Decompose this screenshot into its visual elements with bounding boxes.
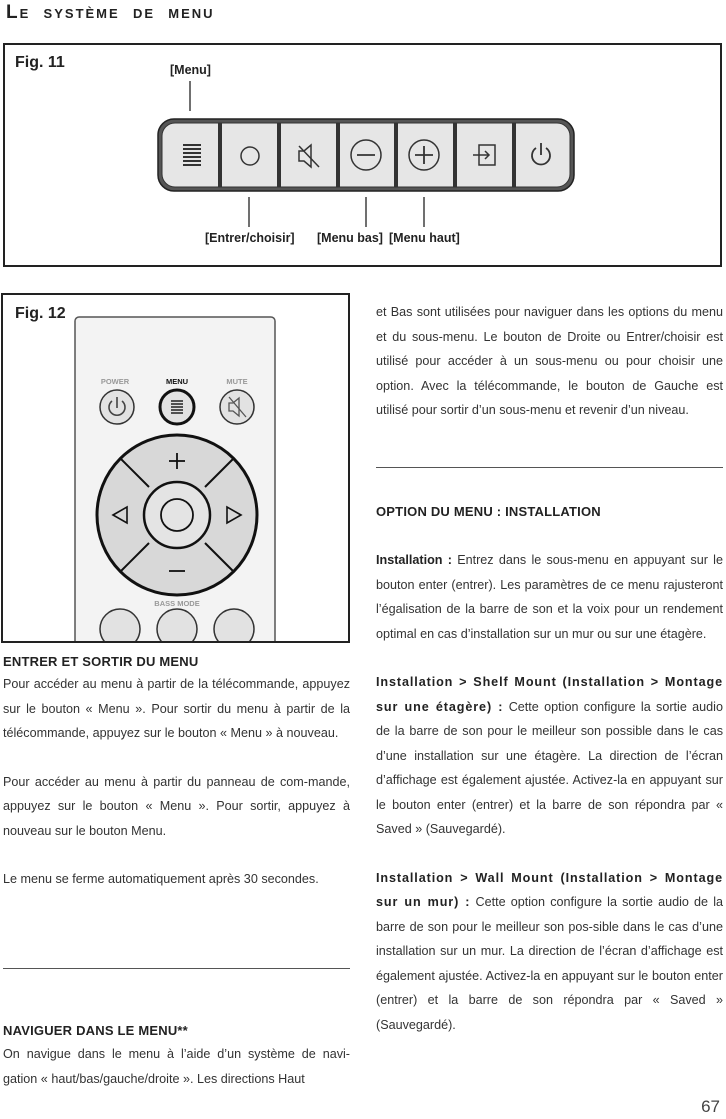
remote-bass-mode-button <box>157 609 197 641</box>
figure-12-panel <box>1 293 350 643</box>
callout-menu-down: [Menu bas] <box>317 231 383 245</box>
callout-menu: [Menu] <box>170 63 211 77</box>
term-installation: Installation : <box>376 553 452 567</box>
figure-11-panel <box>3 43 722 267</box>
text-shelf-mount: Cette option configure la sortie audio de la barre de son pour le meilleur son possible dans le cas d’une installation sur une étagère. La direction de l’écran d’affichage est également ajustée. Activez-la en appuyant sur le bouton enter (entrer) et la barre de son répondra par « Saved » (Sauvegardé). <box>376 699 723 836</box>
paragraph-wall-mount <box>376 866 723 1038</box>
remote-illustration <box>3 295 348 641</box>
paragraph-auto-close: Le menu se ferme automatiquement après 30 secondes. <box>3 872 319 886</box>
remote-bass-mode-label: BASS MODE <box>154 599 200 608</box>
divider-right <box>376 467 723 468</box>
text-installation: Entrez dans le sous-menu en appuyant sur le bouton enter (entrer). Les paramètres de ce menu rajusteront l’égalisation de la barre de son et la voix pour un rendement optimal en cas d’installation sur un mur ou sur une étagère. <box>376 553 723 641</box>
paragraph-enter-exit-panel: Pour accéder au menu à partir du panneau de com-mande, appuyez sur le bouton « Menu ». Pour sortir, appuyez à nouveau sur le bouton Menu. <box>3 774 350 838</box>
left-column-lower <box>3 1020 350 1091</box>
paragraph-shelf-mount <box>376 670 723 842</box>
paragraph-navigate-continued: et Bas sont utilisées pour naviguer dans les options du menu et du sous-menu. Le bouton de Droite ou Entrer/choisir est utilisé pour accéder à un sous-menu ou pour choisir une option. Avec la télécommande, le bouton de Gauche est utilisé pour sortir d’un sous-menu et revenir d’un niveau. <box>376 305 723 417</box>
left-column <box>3 650 350 892</box>
remote-bottom-button-right <box>214 609 254 641</box>
text-wall-mount: Cette option configure la sortie audio de la barre de son pour le meilleur son pos-sible dans le cas d’une installation sur un mur. La direction de l’écran d’affichage est également ajustée. Activez-la en appuyant sur le bouton enter (entrer) et la barre de son répondra par « Saved » (Sauvegardé). <box>376 895 724 1032</box>
callout-enter: [Entrer/choisir] <box>205 231 295 245</box>
figure-11-label: Fig. 11 <box>15 54 65 71</box>
paragraph-installation <box>376 548 723 646</box>
term-shelf-mount: Installation > Shelf Mount (Installation > Montage sur une étagère) : <box>376 675 723 714</box>
section-heading-installation: OPTION DU MENU : INSTALLATION <box>376 504 601 519</box>
paragraph-enter-exit-remote: Pour accéder au menu à partir de la télécommande, appuyez sur le bouton « Menu ». Pour sortir du menu à partir de la télécommande, appuyez sur le bouton « Menu » à nouveau. <box>3 677 350 740</box>
right-column <box>376 300 723 423</box>
term-wall-mount: Installation > Wall Mount (Installation > Montage sur un mur) : <box>376 870 723 909</box>
divider-left <box>3 968 350 969</box>
control-panel-illustration <box>5 45 720 265</box>
remote-enter-outer <box>144 482 210 548</box>
callout-menu-up: [Menu haut] <box>389 231 460 245</box>
right-column-lower <box>376 500 723 1037</box>
section-heading-enter-exit: ENTRER ET SORTIR DU MENU <box>3 654 199 669</box>
page-number: 67 <box>701 1097 720 1116</box>
page-title: Le système de menu <box>6 2 215 23</box>
paragraph-navigate: On navigue dans le menu à l’aide d’un système de navi-gation « haut/bas/gauche/droite ». Les directions Haut <box>3 1047 350 1086</box>
remote-power-label: POWER <box>100 377 130 386</box>
remote-menu-label: MENU <box>165 377 189 386</box>
remote-mute-label: MUTE <box>226 377 248 386</box>
section-heading-navigate: NAVIGUER DANS LE MENU** <box>3 1023 188 1038</box>
remote-bottom-button-left <box>100 609 140 641</box>
figure-12-label: Fig. 12 <box>15 305 66 322</box>
